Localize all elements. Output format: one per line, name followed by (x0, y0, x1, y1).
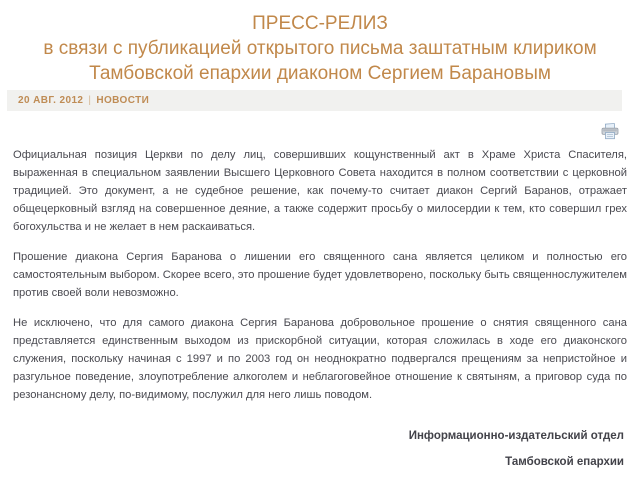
print-button[interactable] (601, 123, 619, 140)
title-line-1: ПРЕСС-РЕЛИЗ (252, 13, 388, 34)
meta-bar (7, 90, 622, 111)
paragraph-1: Официальная позиция Церкви по делу лиц, совершивших кощунственный акт в Храме Христа Спасителя, выраженная в специальном заявлении Высшего Церковного Совета находится в полном соответствии с церковной традицией. Это документ, а не судебное решение, как почему-то считает диакон Сергий Баранов, отражает общецерковный взгляд на совершенное деяние, а также содержит просьбу о милосердии к тем, кто совершил грех богохульства и не желает в нем раскаиваться. (13, 149, 627, 233)
title-line-3: Тамбовской епархии диаконом Сергием Барановым (89, 63, 551, 84)
signature-line-2: Тамбовской епархии (505, 456, 624, 468)
signature-line-1: Информационно-издательский отдел (408, 430, 624, 442)
page-title (0, 0, 640, 86)
signature-block (0, 430, 624, 468)
meta-separator: | (88, 95, 92, 106)
category-link[interactable]: НОВОСТИ (96, 95, 150, 106)
article-body (13, 146, 627, 404)
paragraph-2: Прошение диакона Сергия Баранова о лишении его священного сана является целиком и полностью его самостоятельным выбором. Скорее всего, это прошение будет удовлетворено, поскольку быть священнослужителем против своей воли невозможно. (13, 251, 627, 299)
printer-icon (601, 128, 619, 143)
title-line-2: в связи с публикацией открытого письма заштатным клириком (43, 38, 597, 59)
publish-date: 20 АВГ. 2012 (18, 95, 84, 106)
paragraph-3: Не исключено, что для самого диакона Сергия Баранова добровольное прошение о снятия священного сана представляется единственным выходом из прискорбной ситуации, которая сложилась в ходе его диаконского служения, поскольку начиная с 1997 и по 2003 год он неоднократно подвергался прещениям за непристойное и разгульное поведение, злоупотребление алкоголем и неблагоговейное отношение к святыням, а приговор суда по резонансному делу, по-видимому, послужил для него лишь поводом. (13, 317, 627, 401)
print-row (0, 123, 619, 140)
